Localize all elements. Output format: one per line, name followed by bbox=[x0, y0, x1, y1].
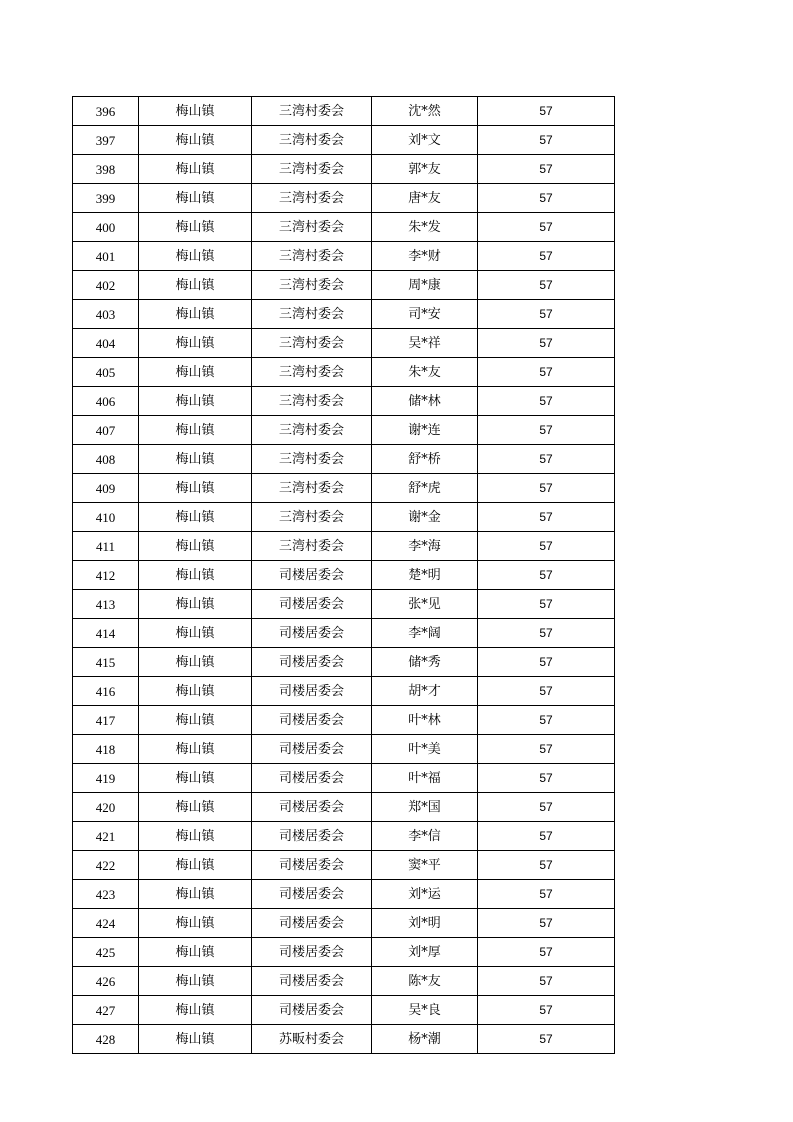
town-cell: 梅山镇 bbox=[139, 764, 252, 793]
town-cell: 梅山镇 bbox=[139, 909, 252, 938]
table-row bbox=[73, 126, 615, 155]
town-cell: 梅山镇 bbox=[139, 1025, 252, 1054]
town-cell: 梅山镇 bbox=[139, 735, 252, 764]
town-cell: 梅山镇 bbox=[139, 996, 252, 1025]
row-number-cell: 409 bbox=[73, 474, 139, 503]
person-name-cell: 周*康 bbox=[372, 271, 478, 300]
table-row bbox=[73, 271, 615, 300]
row-number-cell: 421 bbox=[73, 822, 139, 851]
amount-cell: 57 bbox=[478, 416, 615, 445]
village-committee-cell: 三湾村委会 bbox=[252, 503, 372, 532]
table-row bbox=[73, 764, 615, 793]
amount-cell: 57 bbox=[478, 764, 615, 793]
row-number-cell: 428 bbox=[73, 1025, 139, 1054]
amount-cell: 57 bbox=[478, 561, 615, 590]
town-cell: 梅山镇 bbox=[139, 416, 252, 445]
table-row bbox=[73, 416, 615, 445]
village-committee-cell: 三湾村委会 bbox=[252, 97, 372, 126]
amount-cell: 57 bbox=[478, 97, 615, 126]
village-committee-cell: 三湾村委会 bbox=[252, 271, 372, 300]
amount-cell: 57 bbox=[478, 271, 615, 300]
amount-cell: 57 bbox=[478, 880, 615, 909]
person-name-cell: 朱*友 bbox=[372, 358, 478, 387]
village-committee-cell: 司楼居委会 bbox=[252, 967, 372, 996]
village-committee-cell: 三湾村委会 bbox=[252, 532, 372, 561]
person-name-cell: 储*林 bbox=[372, 387, 478, 416]
amount-cell: 57 bbox=[478, 358, 615, 387]
table-row bbox=[73, 445, 615, 474]
town-cell: 梅山镇 bbox=[139, 213, 252, 242]
village-committee-cell: 司楼居委会 bbox=[252, 793, 372, 822]
village-committee-cell: 司楼居委会 bbox=[252, 735, 372, 764]
roster-table-body bbox=[73, 97, 615, 1054]
table-row bbox=[73, 619, 615, 648]
town-cell: 梅山镇 bbox=[139, 967, 252, 996]
amount-cell: 57 bbox=[478, 677, 615, 706]
person-name-cell: 叶*福 bbox=[372, 764, 478, 793]
row-number-cell: 401 bbox=[73, 242, 139, 271]
town-cell: 梅山镇 bbox=[139, 706, 252, 735]
table-row bbox=[73, 503, 615, 532]
town-cell: 梅山镇 bbox=[139, 184, 252, 213]
village-committee-cell: 司楼居委会 bbox=[252, 822, 372, 851]
town-cell: 梅山镇 bbox=[139, 126, 252, 155]
row-number-cell: 424 bbox=[73, 909, 139, 938]
village-committee-cell: 三湾村委会 bbox=[252, 300, 372, 329]
village-committee-cell: 司楼居委会 bbox=[252, 764, 372, 793]
row-number-cell: 396 bbox=[73, 97, 139, 126]
person-name-cell: 唐*友 bbox=[372, 184, 478, 213]
village-committee-cell: 司楼居委会 bbox=[252, 706, 372, 735]
person-name-cell: 李*阔 bbox=[372, 619, 478, 648]
amount-cell: 57 bbox=[478, 590, 615, 619]
row-number-cell: 425 bbox=[73, 938, 139, 967]
town-cell: 梅山镇 bbox=[139, 97, 252, 126]
amount-cell: 57 bbox=[478, 735, 615, 764]
amount-cell: 57 bbox=[478, 300, 615, 329]
person-name-cell: 李*海 bbox=[372, 532, 478, 561]
town-cell: 梅山镇 bbox=[139, 619, 252, 648]
amount-cell: 57 bbox=[478, 532, 615, 561]
village-committee-cell: 司楼居委会 bbox=[252, 880, 372, 909]
person-name-cell: 李*财 bbox=[372, 242, 478, 271]
row-number-cell: 420 bbox=[73, 793, 139, 822]
table-row bbox=[73, 242, 615, 271]
person-name-cell: 叶*林 bbox=[372, 706, 478, 735]
village-committee-cell: 三湾村委会 bbox=[252, 155, 372, 184]
village-committee-cell: 司楼居委会 bbox=[252, 677, 372, 706]
person-name-cell: 司*安 bbox=[372, 300, 478, 329]
village-committee-cell: 司楼居委会 bbox=[252, 619, 372, 648]
person-name-cell: 谢*金 bbox=[372, 503, 478, 532]
amount-cell: 57 bbox=[478, 445, 615, 474]
row-number-cell: 426 bbox=[73, 967, 139, 996]
row-number-cell: 410 bbox=[73, 503, 139, 532]
town-cell: 梅山镇 bbox=[139, 329, 252, 358]
amount-cell: 57 bbox=[478, 126, 615, 155]
table-row bbox=[73, 300, 615, 329]
table-row bbox=[73, 793, 615, 822]
table-row bbox=[73, 590, 615, 619]
row-number-cell: 412 bbox=[73, 561, 139, 590]
village-committee-cell: 司楼居委会 bbox=[252, 590, 372, 619]
amount-cell: 57 bbox=[478, 909, 615, 938]
roster-table bbox=[72, 96, 615, 1054]
row-number-cell: 398 bbox=[73, 155, 139, 184]
row-number-cell: 417 bbox=[73, 706, 139, 735]
town-cell: 梅山镇 bbox=[139, 503, 252, 532]
amount-cell: 57 bbox=[478, 474, 615, 503]
amount-cell: 57 bbox=[478, 706, 615, 735]
table-row bbox=[73, 648, 615, 677]
table-row bbox=[73, 1025, 615, 1054]
table-row bbox=[73, 561, 615, 590]
table-row bbox=[73, 532, 615, 561]
village-committee-cell: 司楼居委会 bbox=[252, 996, 372, 1025]
amount-cell: 57 bbox=[478, 155, 615, 184]
table-row bbox=[73, 851, 615, 880]
table-row bbox=[73, 967, 615, 996]
person-name-cell: 吴*良 bbox=[372, 996, 478, 1025]
table-row bbox=[73, 880, 615, 909]
person-name-cell: 陈*友 bbox=[372, 967, 478, 996]
row-number-cell: 415 bbox=[73, 648, 139, 677]
table-row bbox=[73, 184, 615, 213]
village-committee-cell: 三湾村委会 bbox=[252, 387, 372, 416]
row-number-cell: 414 bbox=[73, 619, 139, 648]
row-number-cell: 411 bbox=[73, 532, 139, 561]
amount-cell: 57 bbox=[478, 967, 615, 996]
amount-cell: 57 bbox=[478, 822, 615, 851]
row-number-cell: 403 bbox=[73, 300, 139, 329]
town-cell: 梅山镇 bbox=[139, 648, 252, 677]
village-committee-cell: 三湾村委会 bbox=[252, 416, 372, 445]
village-committee-cell: 司楼居委会 bbox=[252, 648, 372, 677]
village-committee-cell: 三湾村委会 bbox=[252, 184, 372, 213]
person-name-cell: 叶*美 bbox=[372, 735, 478, 764]
amount-cell: 57 bbox=[478, 793, 615, 822]
person-name-cell: 郑*国 bbox=[372, 793, 478, 822]
person-name-cell: 刘*运 bbox=[372, 880, 478, 909]
amount-cell: 57 bbox=[478, 996, 615, 1025]
amount-cell: 57 bbox=[478, 648, 615, 677]
person-name-cell: 吴*祥 bbox=[372, 329, 478, 358]
amount-cell: 57 bbox=[478, 213, 615, 242]
town-cell: 梅山镇 bbox=[139, 677, 252, 706]
town-cell: 梅山镇 bbox=[139, 387, 252, 416]
town-cell: 梅山镇 bbox=[139, 793, 252, 822]
town-cell: 梅山镇 bbox=[139, 822, 252, 851]
table-row bbox=[73, 938, 615, 967]
town-cell: 梅山镇 bbox=[139, 561, 252, 590]
village-committee-cell: 司楼居委会 bbox=[252, 851, 372, 880]
table-row bbox=[73, 358, 615, 387]
table-row bbox=[73, 474, 615, 503]
town-cell: 梅山镇 bbox=[139, 880, 252, 909]
village-committee-cell: 三湾村委会 bbox=[252, 329, 372, 358]
row-number-cell: 406 bbox=[73, 387, 139, 416]
person-name-cell: 窦*平 bbox=[372, 851, 478, 880]
village-committee-cell: 三湾村委会 bbox=[252, 126, 372, 155]
amount-cell: 57 bbox=[478, 329, 615, 358]
table-row bbox=[73, 97, 615, 126]
table-row bbox=[73, 213, 615, 242]
row-number-cell: 408 bbox=[73, 445, 139, 474]
person-name-cell: 张*见 bbox=[372, 590, 478, 619]
amount-cell: 57 bbox=[478, 184, 615, 213]
table-row bbox=[73, 677, 615, 706]
amount-cell: 57 bbox=[478, 503, 615, 532]
amount-cell: 57 bbox=[478, 387, 615, 416]
town-cell: 梅山镇 bbox=[139, 851, 252, 880]
table-row bbox=[73, 706, 615, 735]
town-cell: 梅山镇 bbox=[139, 474, 252, 503]
town-cell: 梅山镇 bbox=[139, 938, 252, 967]
village-committee-cell: 三湾村委会 bbox=[252, 358, 372, 387]
row-number-cell: 407 bbox=[73, 416, 139, 445]
town-cell: 梅山镇 bbox=[139, 358, 252, 387]
village-committee-cell: 三湾村委会 bbox=[252, 213, 372, 242]
person-name-cell: 谢*连 bbox=[372, 416, 478, 445]
table-row bbox=[73, 155, 615, 184]
table-row bbox=[73, 387, 615, 416]
person-name-cell: 楚*明 bbox=[372, 561, 478, 590]
row-number-cell: 418 bbox=[73, 735, 139, 764]
town-cell: 梅山镇 bbox=[139, 271, 252, 300]
amount-cell: 57 bbox=[478, 938, 615, 967]
person-name-cell: 舒*桥 bbox=[372, 445, 478, 474]
row-number-cell: 422 bbox=[73, 851, 139, 880]
person-name-cell: 沈*然 bbox=[372, 97, 478, 126]
row-number-cell: 400 bbox=[73, 213, 139, 242]
person-name-cell: 刘*文 bbox=[372, 126, 478, 155]
row-number-cell: 405 bbox=[73, 358, 139, 387]
town-cell: 梅山镇 bbox=[139, 445, 252, 474]
row-number-cell: 404 bbox=[73, 329, 139, 358]
row-number-cell: 413 bbox=[73, 590, 139, 619]
row-number-cell: 423 bbox=[73, 880, 139, 909]
person-name-cell: 储*秀 bbox=[372, 648, 478, 677]
town-cell: 梅山镇 bbox=[139, 155, 252, 184]
amount-cell: 57 bbox=[478, 242, 615, 271]
row-number-cell: 427 bbox=[73, 996, 139, 1025]
amount-cell: 57 bbox=[478, 619, 615, 648]
person-name-cell: 郭*友 bbox=[372, 155, 478, 184]
row-number-cell: 416 bbox=[73, 677, 139, 706]
row-number-cell: 419 bbox=[73, 764, 139, 793]
village-committee-cell: 司楼居委会 bbox=[252, 909, 372, 938]
table-row bbox=[73, 822, 615, 851]
table-row bbox=[73, 329, 615, 358]
village-committee-cell: 司楼居委会 bbox=[252, 561, 372, 590]
amount-cell: 57 bbox=[478, 1025, 615, 1054]
row-number-cell: 399 bbox=[73, 184, 139, 213]
table-row bbox=[73, 735, 615, 764]
person-name-cell: 刘*厚 bbox=[372, 938, 478, 967]
person-name-cell: 李*信 bbox=[372, 822, 478, 851]
town-cell: 梅山镇 bbox=[139, 590, 252, 619]
village-committee-cell: 三湾村委会 bbox=[252, 242, 372, 271]
town-cell: 梅山镇 bbox=[139, 532, 252, 561]
person-name-cell: 杨*潮 bbox=[372, 1025, 478, 1054]
village-committee-cell: 苏畈村委会 bbox=[252, 1025, 372, 1054]
village-committee-cell: 司楼居委会 bbox=[252, 938, 372, 967]
amount-cell: 57 bbox=[478, 851, 615, 880]
person-name-cell: 胡*才 bbox=[372, 677, 478, 706]
table-row bbox=[73, 909, 615, 938]
table-row bbox=[73, 996, 615, 1025]
village-committee-cell: 三湾村委会 bbox=[252, 474, 372, 503]
person-name-cell: 舒*虎 bbox=[372, 474, 478, 503]
person-name-cell: 朱*发 bbox=[372, 213, 478, 242]
village-committee-cell: 三湾村委会 bbox=[252, 445, 372, 474]
town-cell: 梅山镇 bbox=[139, 300, 252, 329]
row-number-cell: 402 bbox=[73, 271, 139, 300]
town-cell: 梅山镇 bbox=[139, 242, 252, 271]
row-number-cell: 397 bbox=[73, 126, 139, 155]
person-name-cell: 刘*明 bbox=[372, 909, 478, 938]
